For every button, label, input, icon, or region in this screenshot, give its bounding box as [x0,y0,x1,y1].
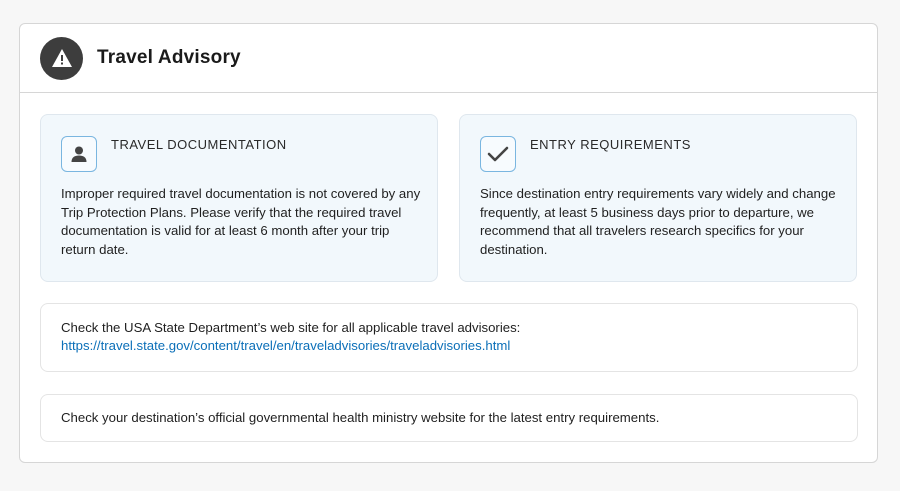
card-header [20,24,877,93]
state-department-note [40,303,858,372]
entry-requirements-text: Since destination entry requirements vary widely and change frequently, at least 5 business days prior to departure, we recommend that all travelers research specifics for your destination. [480,186,836,257]
warning-icon [40,37,83,80]
state-department-link[interactable]: https://travel.state.gov/content/travel/en/traveladvisories/traveladvisories.html [61,338,511,353]
health-ministry-text: Check your destination’s official governmental health ministry website for the latest entry requirements. [61,410,660,425]
travel-documentation-box [40,114,438,282]
travel-advisory-card [19,23,878,463]
travel-documentation-text: Improper required travel documentation is not covered by any Trip Protection Plans. Please verify that the required travel documentation is valid for at least 6 month after your trip return date. [61,186,421,257]
checkmark-icon [480,136,516,172]
person-icon [61,136,97,172]
entry-requirements-box [459,114,857,282]
health-ministry-note [40,394,858,442]
page-title: Travel Advisory [97,47,241,68]
entry-requirements-label: ENTRY REQUIREMENTS [530,137,691,152]
state-department-text: Check the USA State Department’s web site for all applicable travel advisories: [61,320,521,335]
travel-documentation-label: TRAVEL DOCUMENTATION [111,137,287,152]
